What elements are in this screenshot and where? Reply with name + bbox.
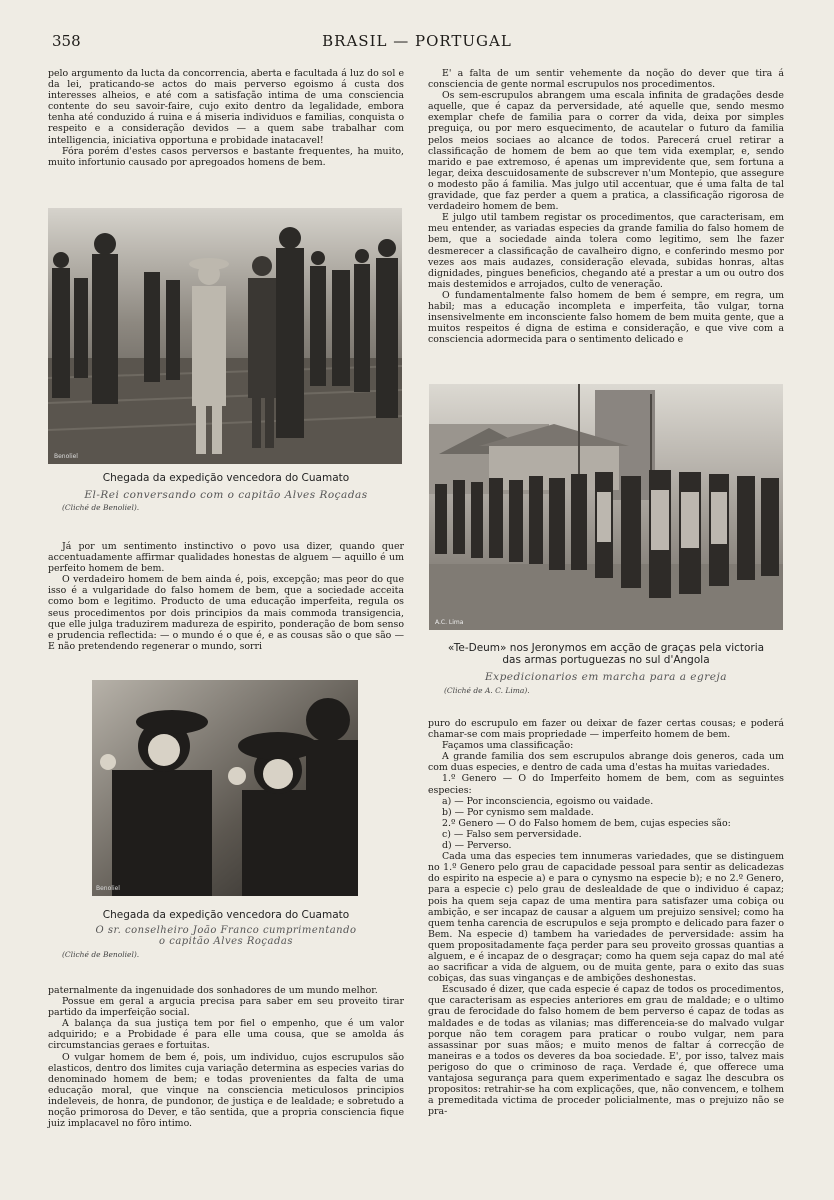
paragraph: E' a falta de um sentir vehemente da noção do dever que tira á consciencia de gente normal escrupulos nos procedimentos. xyxy=(428,68,784,91)
photo-credit: (Cliché de Benoliel). xyxy=(62,950,140,959)
right-column-top xyxy=(428,68,784,345)
photo-illustration xyxy=(429,384,783,630)
paragraph: O fundamentalmente falso homem de bem é sempre, em regra, um habil; mas a educação incompleta e imperfeita, tão vulgar, torna insensivelmente em inconsciente falso homem de bem muita gente, que a muitos respeitos é digna de estima e consideração, e que vive com a consciencia adormecida para o sentimento delicado e xyxy=(428,289,784,346)
caption-title: «Te-Deum» nos Jeronymos em acção de graças pela victoria xyxy=(447,642,765,654)
caption-title: Chegada da expedição vencedora do Cuamato xyxy=(102,909,350,921)
left-column-middle xyxy=(48,541,404,652)
photo-mark: Benoliel xyxy=(96,885,120,892)
paragraph: O vulgar homem de bem é, pois, um individuo, cujos escrupulos são elasticos, dentro dos limites cuja variação determina as especies varias do denominado homem de bem; e todas provenientes da falta de uma educação moral, que vinque na consciencia meticulosos principios indeleveis, de honra, de pundonor, de justiça e de lealdade; e sobretudo a noção primorosa do Dever, e tão sentida, que a propria consciencia fique juiz implacavel no fôro intimo. xyxy=(48,1051,404,1130)
paragraph: paternalmente da ingenuidade dos sonhadores de um mundo melhor. xyxy=(48,985,378,996)
photo3-caption xyxy=(428,642,784,683)
paragraph: Já por um sentimento instinctivo o povo usa dizer, quando quer accentuadamente affirmar qualidades honestas de alguem — aquillo é um perfeito homem de bem. xyxy=(48,541,404,575)
photo-credit: (Cliché de A. C. Lima). xyxy=(444,686,530,695)
caption-subtitle: o capitão Alves Roçadas xyxy=(159,936,293,947)
paragraph: 2.º Genero — O do Falso homem de bem, cujas especies são: xyxy=(442,817,731,829)
paragraph: A balança da sua justiça tem por fiel o empenho, que é um valor adquirido; e a Probidade é para elle uma cousa, que se amolda ás circumstancias geraes e fortuitas. xyxy=(48,1018,404,1052)
right-column-bottom xyxy=(428,718,784,1117)
running-title: BRASIL — PORTUGAL xyxy=(322,32,512,50)
photo1-caption xyxy=(48,472,404,501)
paragraph: E julgo util tambem registar os procedimentos, que caracterisam, em meu entender, as variadas especies da grande familia do falso homem de bem, que a sociedade ainda tolera como legitimo, sem lhe fazer desmerecer a classificação de cavalheiro digno, e conferindo mesmo por vezes aos mais audazes, consideração elevada, subidas honras, altas dignidades, pingues beneficios, chegando até a prestar a um ou outro dos mais destemidos e arrojados, culto de veneração. xyxy=(428,212,784,290)
paragraph: 1.º Genero — O do Imperfeito homem de bem, com as seguintes especies: xyxy=(428,773,784,796)
left-column-top xyxy=(48,68,404,168)
paragraph: Escusado é dizer, que cada especie é capaz de todos os procedimentos, que caracterisam as especies anteriores em grau de maldade; e o ultimo grau de ferocidade do falso homem de bem perverso é capaz de todas as maldades e de todas as vilanias; mas differenceia-se do malvado vulgar porque não tem coragem para praticar o roubo vulgar, nem para assassinar por suas mãos; e muito menos de faltar á correcção de maneiras e a todos os deveres da boa sociedade. E', por isso, talvez mais perigoso do que o criminoso de raça. Verdade é, que offerece uma vantajosa segurança para quem experimentado e sagaz lhe descubra os propositos: retrahir-se ha com explicações, que, não convencem, e tolhem a premeditada victima de proceder policialmente, mas o prejuizo não se pra- xyxy=(428,984,784,1118)
paragraph: puro do escrupulo em fazer ou deixar de fazer certas cousas; e poderá chamar-se com mais propriedade — imperfeito homem de bem. xyxy=(428,718,784,741)
paragraph: Fóra porém d'estes casos perversos e bastante frequentes, ha muito, muito infortunio causado por apregoados homens de bem. xyxy=(48,145,404,168)
paragraph: Possue em geral a argucia precisa para saber em seu proveito tirar partido da imperfeição social. xyxy=(48,996,404,1019)
photo2-caption xyxy=(48,909,404,947)
photo-franco-greeting xyxy=(92,680,358,896)
list-item: d) — Perverso. xyxy=(442,840,512,852)
photo-illustration xyxy=(92,680,358,896)
left-column-bottom xyxy=(48,985,404,1129)
paragraph: pelo argumento da lucta da concorrencia, aberta e facultada á luz do sol e da lei, praticando-se actos do mais perverso egoismo á custa dos interesses alheios, e até com a satisfação intima de uma consciencia contente do seu savoir-faire, cujo exito dentro da legalidade, embora tenha até conduzido á ruina e á miseria individuos e familias, conquista o respeito e a consideração devidos — a quem sabe trabalhar com intelligencia, iniciativa opportuna e probidade inatacavel! xyxy=(48,68,404,146)
paragraph: Cada uma das especies tem innumeras variedades, que se distinguem no 1.º Genero pelo grau de capacidade pessoal para sentir as delicadezas do espirito na especie a) e para o cynysmo na especie b); e no 2.º Genero, para a especie c) pelo grau de deslealdade de que o individuo é capaz; pois ha quem seja capaz de uma mentira para satisfazer uma cobiça ou ambição, e ser incapaz de causar a alguem um prejuizo sensivel; como ha quem tenha carencia de escrupulos e seja prompto e delicado para fazer o Bem. Na especie d) tambem ha variedades de perversidade: assim ha quem propositadamente faça perder para seu proveito grossas quantias a alguem, e é incapaz de o desgraçar; como ha quem seja capaz do mal até ao sacrificar a vida de alguem, ou de muita gente, para o exito das suas cobiças, das suas vinganças e de ambições deshonestas. xyxy=(428,851,784,985)
photo-illustration xyxy=(48,208,402,464)
paragraph: Façamos uma classificação: xyxy=(442,740,574,752)
paragraph: Os sem-escrupulos abrangem uma escala infinita de gradações desde aquelle, que é capaz da perversidade, até aquelle que, sendo mesmo exemplar chefe de familia para o correr da vida, deixa por simples preguiça, ou por mero esquecimento, de acautelar o futuro da familia pelos meios sociaes ao alcance de todos. Parecerá cruel retirar a classificação de homem de bem ao que tem vida exemplar, e, sendo marido e pae extremoso, é apenas um imprevidente que, sem fortuna a legar, deixa descuidosamente de subscrever n'um Montepio, que assegure o modesto pão á familia. Mas julgo util accentuar, que é uma falta de tal gravidade, que faz perder a quem a pratica, a classificação rigorosa de verdadeiro homem de bem. xyxy=(428,90,784,213)
paragraph: O verdadeiro homem de bem ainda é, pois, excepção; mas peor do que isso é a vulgaridade do falso homem de bem, que a sociedade acceita como bom e legitimo. Producto de uma educação imperfeita, regula os seus procedimentos por dois principios da mais commoda transigencia, que elle julga traduzirem madureza de espirito, ponderação de bom senso e prudencia reflectida: — o mundo é o que é, e as cousas são o que são — E não pretendendo regenerar o mundo, sorri xyxy=(48,574,404,652)
caption-title: das armas portuguezas no sul d'Angola xyxy=(502,654,710,666)
caption-subtitle: Expedicionarios em marcha para a egreja xyxy=(485,671,727,683)
page-number: 358 xyxy=(52,32,81,50)
photo-mark: Benoliel xyxy=(54,453,78,460)
caption-subtitle: O sr. conselheiro João Franco cumprimentando xyxy=(95,925,357,936)
paragraph: A grande familia dos sem escrupulos abrange dois generos, cada um com duas especies, e dentro de cada uma d'estas ha muitas variedades. xyxy=(428,751,784,774)
list-item: c) — Falso sem perversidade. xyxy=(442,828,582,840)
caption-title: Chegada da expedição vencedora do Cuamato xyxy=(102,472,350,484)
list-item: a) — Por inconsciencia, egoismo ou vaidade. xyxy=(442,795,654,807)
list-item: b) — Por cynismo sem maldade. xyxy=(442,806,594,818)
caption-subtitle: El-Rei conversando com o capitão Alves Roçadas xyxy=(84,489,368,501)
photo-mark: A.C. Lima xyxy=(435,619,464,626)
photo-credit: (Cliché de Benoliel). xyxy=(62,503,140,512)
photo-troops-marching xyxy=(429,384,783,630)
photo-king-conversing xyxy=(48,208,402,464)
